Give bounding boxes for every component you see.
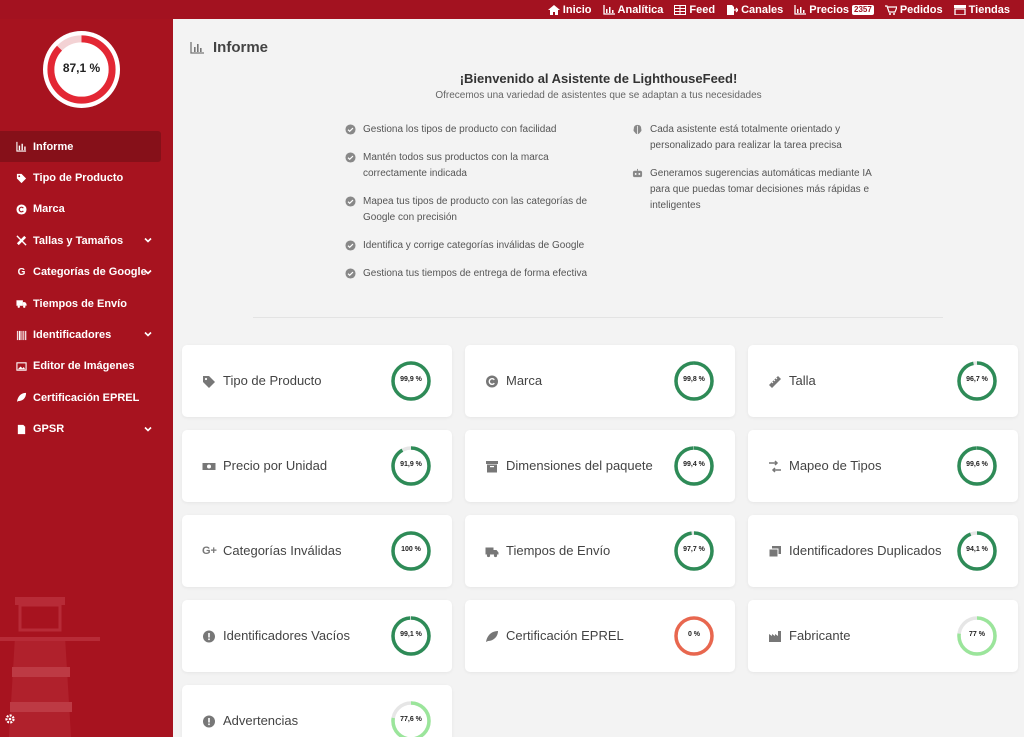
sidebar: [0, 0, 173, 737]
nav-label: Inicio: [562, 3, 592, 16]
feature-text: Identifica y corrige categorías inválidas de Google: [363, 240, 585, 251]
card-value: 99,9 %: [400, 376, 422, 383]
chevron-down-icon[interactable]: [143, 424, 153, 434]
card-label: Tiempos de Envío: [506, 543, 611, 558]
divider: [253, 317, 943, 318]
table-icon: [674, 5, 686, 15]
gear-icon[interactable]: [4, 713, 16, 725]
sidebar-item-tallas[interactable]: [0, 225, 173, 256]
card-dimensiones[interactable]: [465, 430, 735, 502]
alert-icon: [202, 630, 216, 643]
alert-icon: [202, 715, 216, 728]
nav-tiendas[interactable]: [954, 4, 1010, 16]
card-label: Talla: [789, 373, 816, 388]
sidebar-item-label: Tallas y Tamaños: [33, 234, 124, 247]
feature-text: Mantén todos sus productos con la marca correctamente indicada: [363, 152, 549, 179]
card-fabricante[interactable]: [748, 600, 1018, 672]
money-icon: [202, 460, 216, 473]
card-value: 96,7 %: [966, 376, 988, 383]
image-icon: [16, 361, 27, 372]
ruler-icon: [16, 235, 27, 246]
sidebar-item-identificadores[interactable]: [0, 319, 173, 350]
card-value: 99,1 %: [400, 631, 422, 638]
features-list-right: [632, 122, 892, 226]
nav-feed[interactable]: [674, 4, 715, 16]
mapping-icon: [768, 460, 782, 473]
main-content: [173, 19, 1024, 737]
check-circle-icon: [345, 268, 356, 279]
nav-canales[interactable]: [726, 4, 783, 16]
robot-icon: [632, 168, 643, 179]
chevron-down-icon[interactable]: [143, 235, 153, 245]
feature-item: [345, 122, 615, 138]
welcome-subtitle: Ofrecemos una variedad de asistentes que se adaptan a tus necesidades: [435, 90, 762, 101]
feature-item: [632, 166, 892, 214]
feature-text: Generamos sugerencias automáticas mediante IA para que puedas tomar decisiones más rápidas e inteligentes: [650, 168, 872, 211]
sidebar-item-tiempos-envio[interactable]: [0, 288, 173, 319]
copyright-icon: [485, 375, 499, 388]
sidebar-item-label: Informe: [33, 140, 74, 153]
truck-icon: [16, 298, 27, 309]
sidebar-item-gpsr[interactable]: [0, 414, 173, 445]
sidebar-item-label: Tiempos de Envío: [33, 297, 127, 310]
sidebar-item-label: Tipo de Producto: [33, 172, 124, 185]
card-precio-unidad[interactable]: [182, 430, 452, 502]
sidebar-item-categorias-google[interactable]: [0, 257, 173, 288]
welcome-title: ¡Bienvenido al Asistente de LighthouseFeed!: [459, 71, 738, 86]
feature-item: [345, 266, 615, 282]
chart-icon: [603, 5, 615, 15]
card-identificadores-duplicados[interactable]: [748, 515, 1018, 587]
document-icon: [16, 424, 27, 435]
sidebar-item-label: Certificación EPREL: [33, 391, 140, 404]
nav-label: Analítica: [617, 3, 664, 16]
card-value: 97,7 %: [683, 546, 705, 553]
brain-icon: [632, 124, 643, 135]
leaf-icon: [16, 392, 27, 403]
nav-label: Precios: [809, 3, 850, 16]
card-value: 99,8 %: [683, 376, 705, 383]
check-circle-icon: [345, 196, 356, 207]
store-icon: [954, 5, 966, 15]
sidebar-item-marca[interactable]: [0, 194, 173, 225]
card-label: Categorías Inválidas: [223, 543, 342, 558]
nav-analitica[interactable]: [603, 4, 664, 16]
sidebar-item-eprel[interactable]: [0, 382, 173, 413]
cart-icon: [885, 5, 897, 15]
feature-item: [345, 150, 615, 182]
feature-text: Gestiona tus tiempos de entrega de forma efectiva: [363, 268, 588, 279]
sidebar-item-editor-imagenes[interactable]: [0, 351, 173, 382]
sidebar-item-label: Identificadores: [33, 329, 112, 342]
card-value: 99,6 %: [966, 461, 988, 468]
nav-label: Feed: [689, 3, 716, 16]
card-value: 91,9 %: [400, 461, 422, 468]
card-label: Precio por Unidad: [223, 458, 328, 473]
ruler-icon: [768, 375, 782, 388]
chart-icon: [190, 42, 204, 54]
copyright-icon: [16, 204, 27, 215]
card-label: Advertencias: [223, 713, 299, 728]
sidebar-item-tipo-producto[interactable]: [0, 162, 173, 193]
card-tipo-producto[interactable]: [182, 345, 452, 417]
chart-icon: [16, 141, 27, 152]
overall-score-value: 87,1 %: [62, 61, 101, 75]
card-mapeo-tipos[interactable]: [748, 430, 1018, 502]
nav-pedidos[interactable]: [885, 4, 943, 16]
card-tiempos-envio[interactable]: [465, 515, 735, 587]
nav-inicio[interactable]: [548, 4, 592, 16]
card-value: 77,6 %: [400, 716, 422, 723]
card-label: Tipo de Producto: [223, 373, 322, 388]
page-title: [190, 39, 268, 56]
feature-item: [345, 238, 615, 254]
card-label: Marca: [506, 373, 543, 388]
chevron-down-icon[interactable]: [143, 329, 153, 339]
chart-icon: [794, 5, 806, 15]
page-title-text: Informe: [213, 39, 269, 56]
card-value: 77 %: [969, 631, 985, 638]
feature-text: Cada asistente está totalmente orientado y personalizado para realizar la tarea precisa: [650, 124, 842, 151]
card-talla[interactable]: [748, 345, 1018, 417]
nav-label: Tiendas: [968, 3, 1010, 16]
card-value: 100 %: [401, 546, 421, 553]
truck-icon: [485, 545, 499, 558]
prices-count-badge: 2357: [854, 4, 872, 14]
card-label: Certificación EPREL: [506, 628, 624, 643]
check-circle-icon: [345, 152, 356, 163]
card-label: Identificadores Duplicados: [789, 543, 942, 558]
nav-label: Pedidos: [899, 3, 943, 16]
card-label: Identificadores Vacíos: [223, 628, 350, 643]
google-plus-icon: G+: [202, 544, 217, 557]
top-nav: [0, 0, 1024, 19]
nav-precios[interactable]: [794, 4, 874, 16]
tag-icon: [16, 173, 27, 184]
card-label: Mapeo de Tipos: [789, 458, 882, 473]
card-categorias-invalidas[interactable]: [182, 515, 452, 587]
card-label: Fabricante: [789, 628, 851, 643]
home-icon: [548, 5, 560, 15]
sidebar-item-informe[interactable]: [0, 131, 161, 162]
card-marca[interactable]: [465, 345, 735, 417]
barcode-icon: [16, 330, 27, 341]
card-label: Dimensiones del paquete: [506, 458, 653, 473]
feature-item: [632, 122, 892, 154]
feature-text: Mapea tus tipos de producto con las categorías de Google con precisión: [363, 196, 588, 223]
factory-icon: [768, 630, 782, 643]
card-value: 99,4 %: [683, 461, 705, 468]
features-list: [345, 122, 615, 294]
card-value: 94,1 %: [966, 546, 988, 553]
sidebar-item-label: GPSR: [33, 423, 65, 436]
google-icon: G: [17, 266, 26, 278]
nav-label: Canales: [741, 3, 784, 16]
leaf-icon: [485, 630, 499, 643]
card-value: 0 %: [687, 631, 701, 638]
export-icon: [726, 5, 738, 15]
check-circle-icon: [345, 124, 356, 135]
tag-icon: [202, 375, 216, 388]
card-certificacion-eprel[interactable]: [465, 600, 735, 672]
copy-icon: [768, 545, 782, 558]
card-identificadores-vacios[interactable]: [182, 600, 452, 672]
feature-item: [345, 194, 615, 226]
sidebar-item-label: Marca: [33, 203, 65, 216]
box-icon: [485, 460, 499, 473]
check-circle-icon: [345, 240, 356, 251]
sidebar-item-label: Categorías de Google: [33, 266, 147, 279]
chevron-down-icon[interactable]: [143, 267, 153, 277]
card-advertencias[interactable]: [182, 685, 452, 737]
side-menu: [0, 131, 173, 445]
sidebar-item-label: Editor de Imágenes: [33, 360, 135, 373]
feature-text: Gestiona los tipos de producto con facilidad: [363, 124, 557, 135]
